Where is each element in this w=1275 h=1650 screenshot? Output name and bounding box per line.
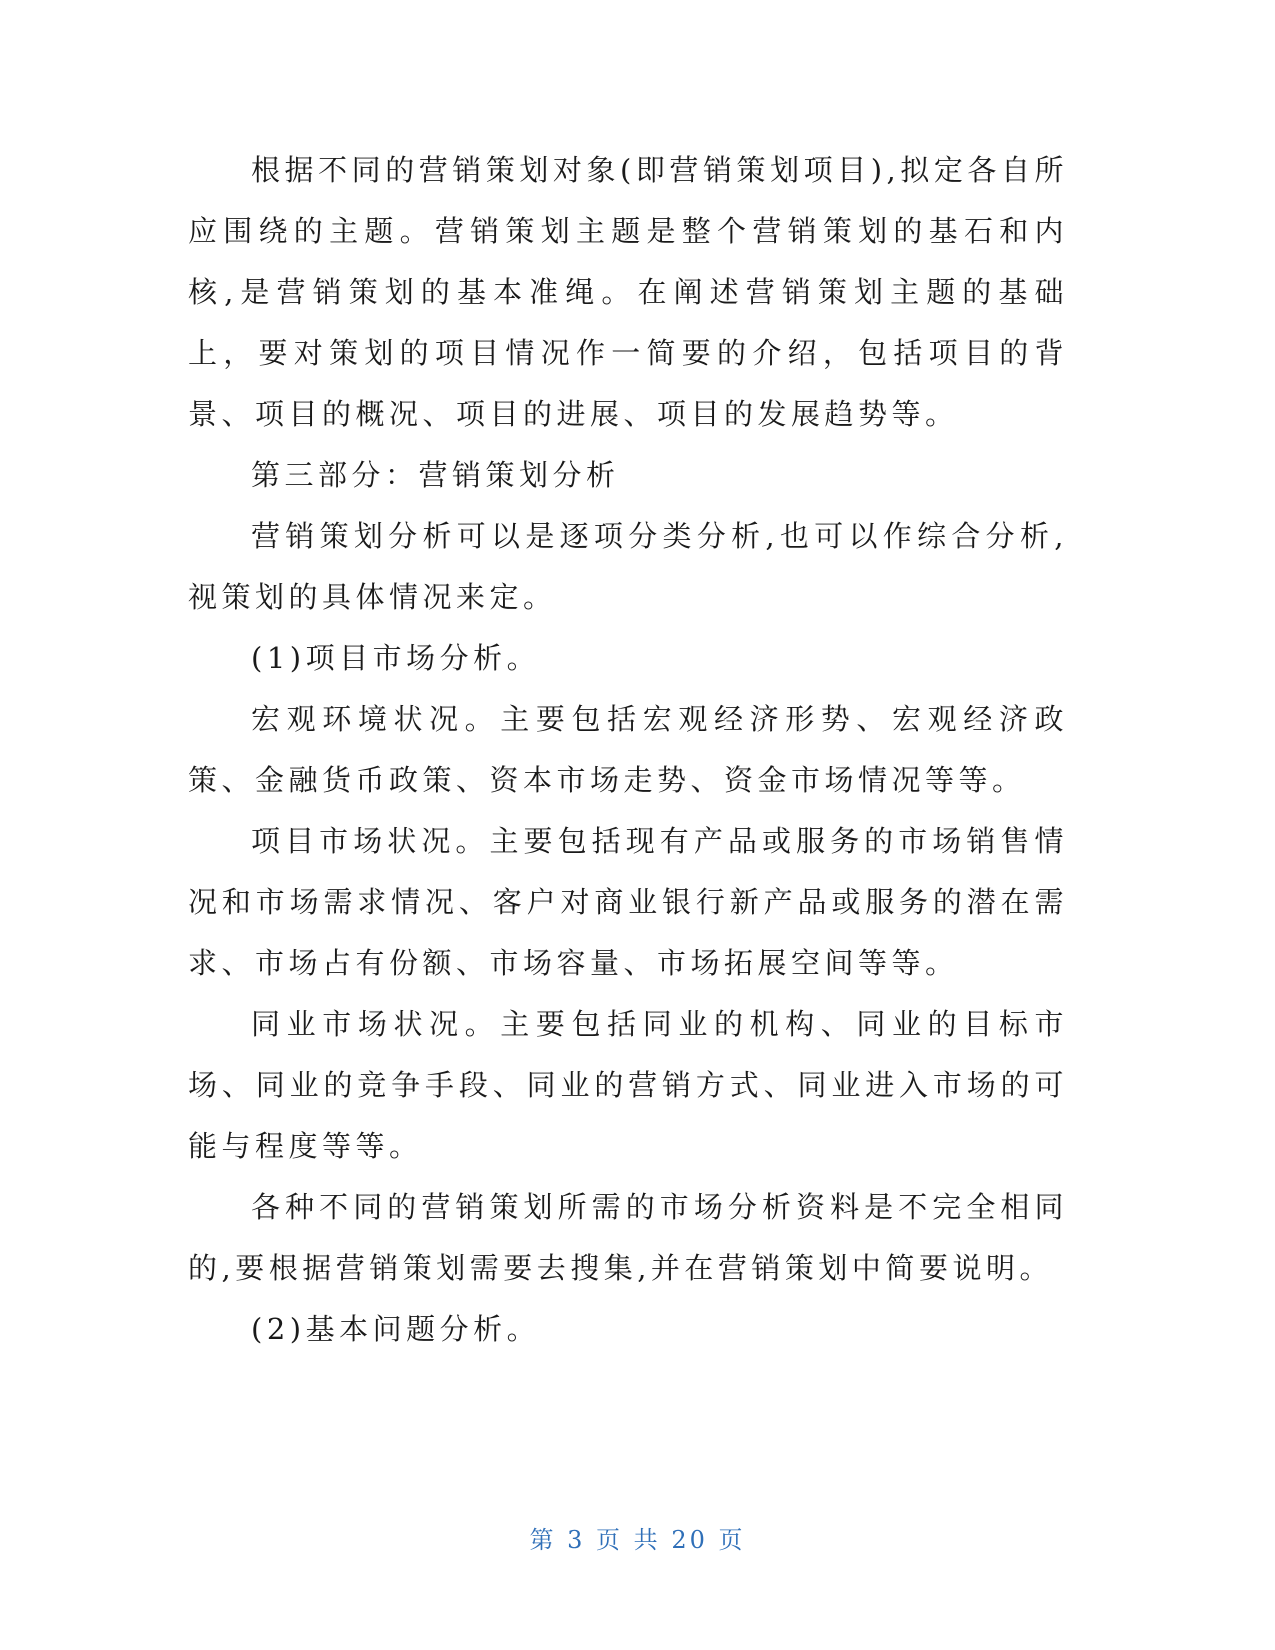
footer-middle: 页 共 — [596, 1526, 661, 1554]
paragraph-macro-environment: 宏观环境状况。主要包括宏观经济形势、宏观经济政策、金融货币政策、资本市场走势、资金市场情况等等。 — [188, 702, 1068, 797]
footer-suffix: 页 — [718, 1526, 746, 1554]
total-pages-number: 20 — [671, 1526, 708, 1554]
document-body — [188, 140, 1068, 1360]
paragraph-analysis-overview: 营销策划分析可以是逐项分类分析,也可以作综合分析,视策划的具体情况来定。 — [188, 519, 1068, 614]
paragraph-intro: 根据不同的营销策划对象(即营销策划项目),拟定各自所应围绕的主题。营销策划主题是整个营销策划的基石和内核,是营销策划的基本准绳。在阐述营销策划主题的基础上，要对策划的项目情况作一简要的介绍，包括项目的背景、项目的概况、项目的进展、项目的发展趋势等。 — [188, 153, 1068, 431]
section-heading-part-three: 第三部分：营销策划分析 — [251, 458, 620, 492]
footer-prefix: 第 — [529, 1526, 557, 1554]
page-number-footer — [0, 1520, 1275, 1555]
subheading-basic-issues: (2)基本问题分析。 — [251, 1312, 541, 1346]
paragraph-project-market-status: 项目市场状况。主要包括现有产品或服务的市场销售情况和市场需求情况、客户对商业银行新产品或服务的潜在需求、市场占有份额、市场容量、市场拓展空间等等。 — [188, 824, 1068, 980]
subheading-project-market: (1)项目市场分析。 — [251, 641, 541, 675]
paragraph-market-data-note: 各种不同的营销策划所需的市场分析资料是不完全相同的,要根据营销策划需要去搜集,并在营销策划中简要说明。 — [188, 1190, 1068, 1285]
paragraph-peer-market-status: 同业市场状况。主要包括同业的机构、同业的目标市场、同业的竞争手段、同业的营销方式、同业进入市场的可能与程度等等。 — [188, 1007, 1068, 1163]
current-page-number: 3 — [567, 1526, 586, 1554]
